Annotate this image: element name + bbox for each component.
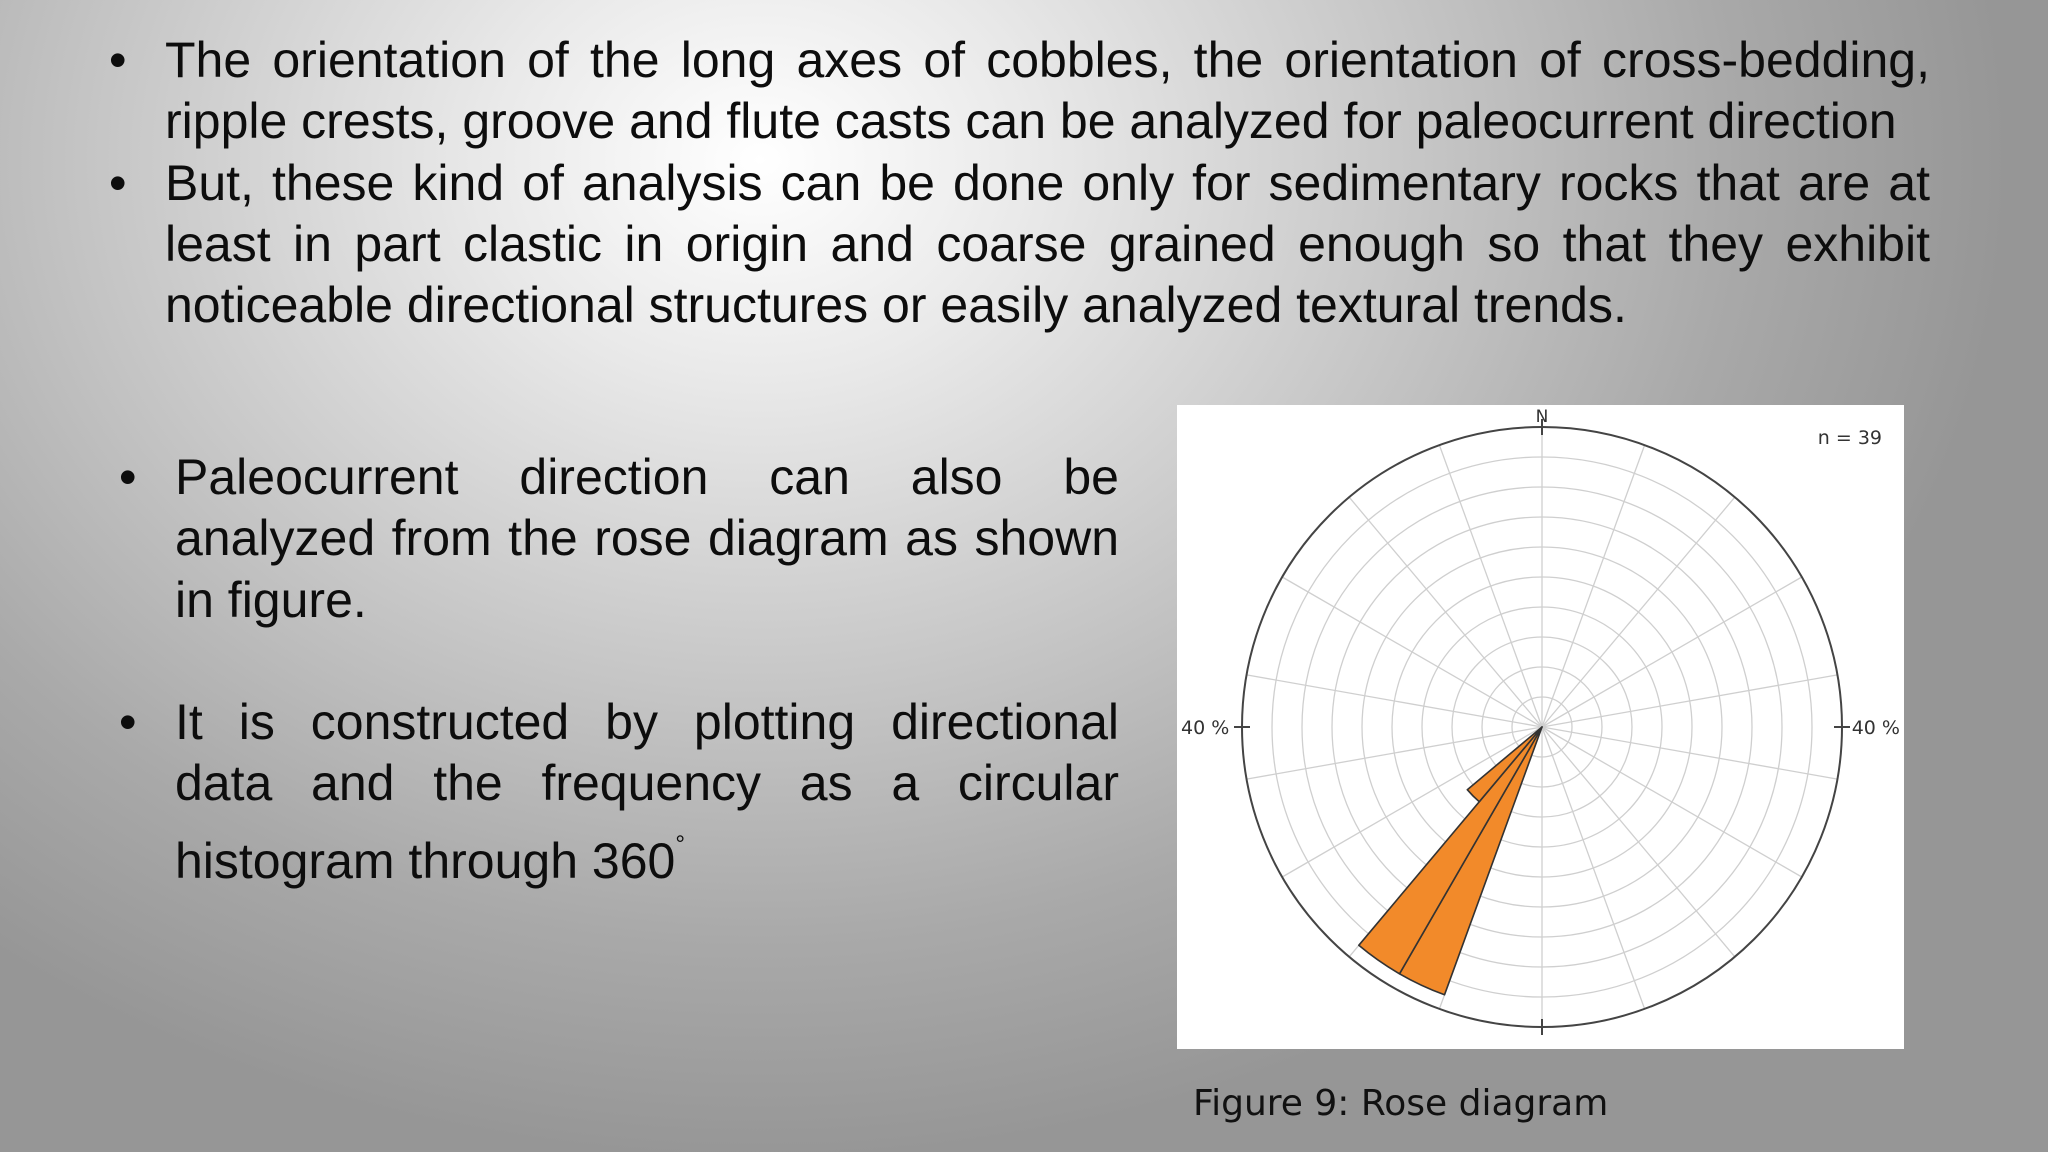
left-bullet-list <box>175 447 1119 893</box>
grid-spoke <box>1542 497 1735 727</box>
grid-spoke <box>1349 497 1542 727</box>
degree-symbol: ° <box>675 831 685 859</box>
scale-label-left: 40 % <box>1181 717 1230 739</box>
bullet-rose-diagram: • Paleocurrent direction can also be analyzed from the rose diagram as shown in figure. <box>175 447 1119 631</box>
figure-caption: Figure 9: Rose diagram <box>1193 1083 1609 1124</box>
north-label: N <box>1535 407 1549 427</box>
rose-sectors <box>1359 727 1542 995</box>
bullet-analysis-limits: • But, these kind of analysis can be done only for sedimentary rocks that are at least in part clastic in origin and coarse grained enough so that they exhibit noticeable directional structures or easily analyzed textural trends. <box>165 153 1930 337</box>
bullet-construction-text: It is constructed by plotting directional data and the frequency as a circular histogram through 360 <box>175 693 1119 890</box>
grid-spoke <box>1542 727 1735 957</box>
bullet-construction <box>175 692 1119 893</box>
rose-diagram-figure <box>1177 405 1904 1049</box>
rose-diagram <box>1177 405 1904 1049</box>
sample-count-label: n = 39 <box>1817 427 1882 449</box>
bullet-orientation: • The orientation of the long axes of cobbles, the orientation of cross-bedding, ripple crests, groove and flute casts can be analyzed for paleocurrent direction <box>165 30 1930 153</box>
top-bullet-list <box>165 30 1930 336</box>
scale-label-right: 40 % <box>1851 717 1900 739</box>
